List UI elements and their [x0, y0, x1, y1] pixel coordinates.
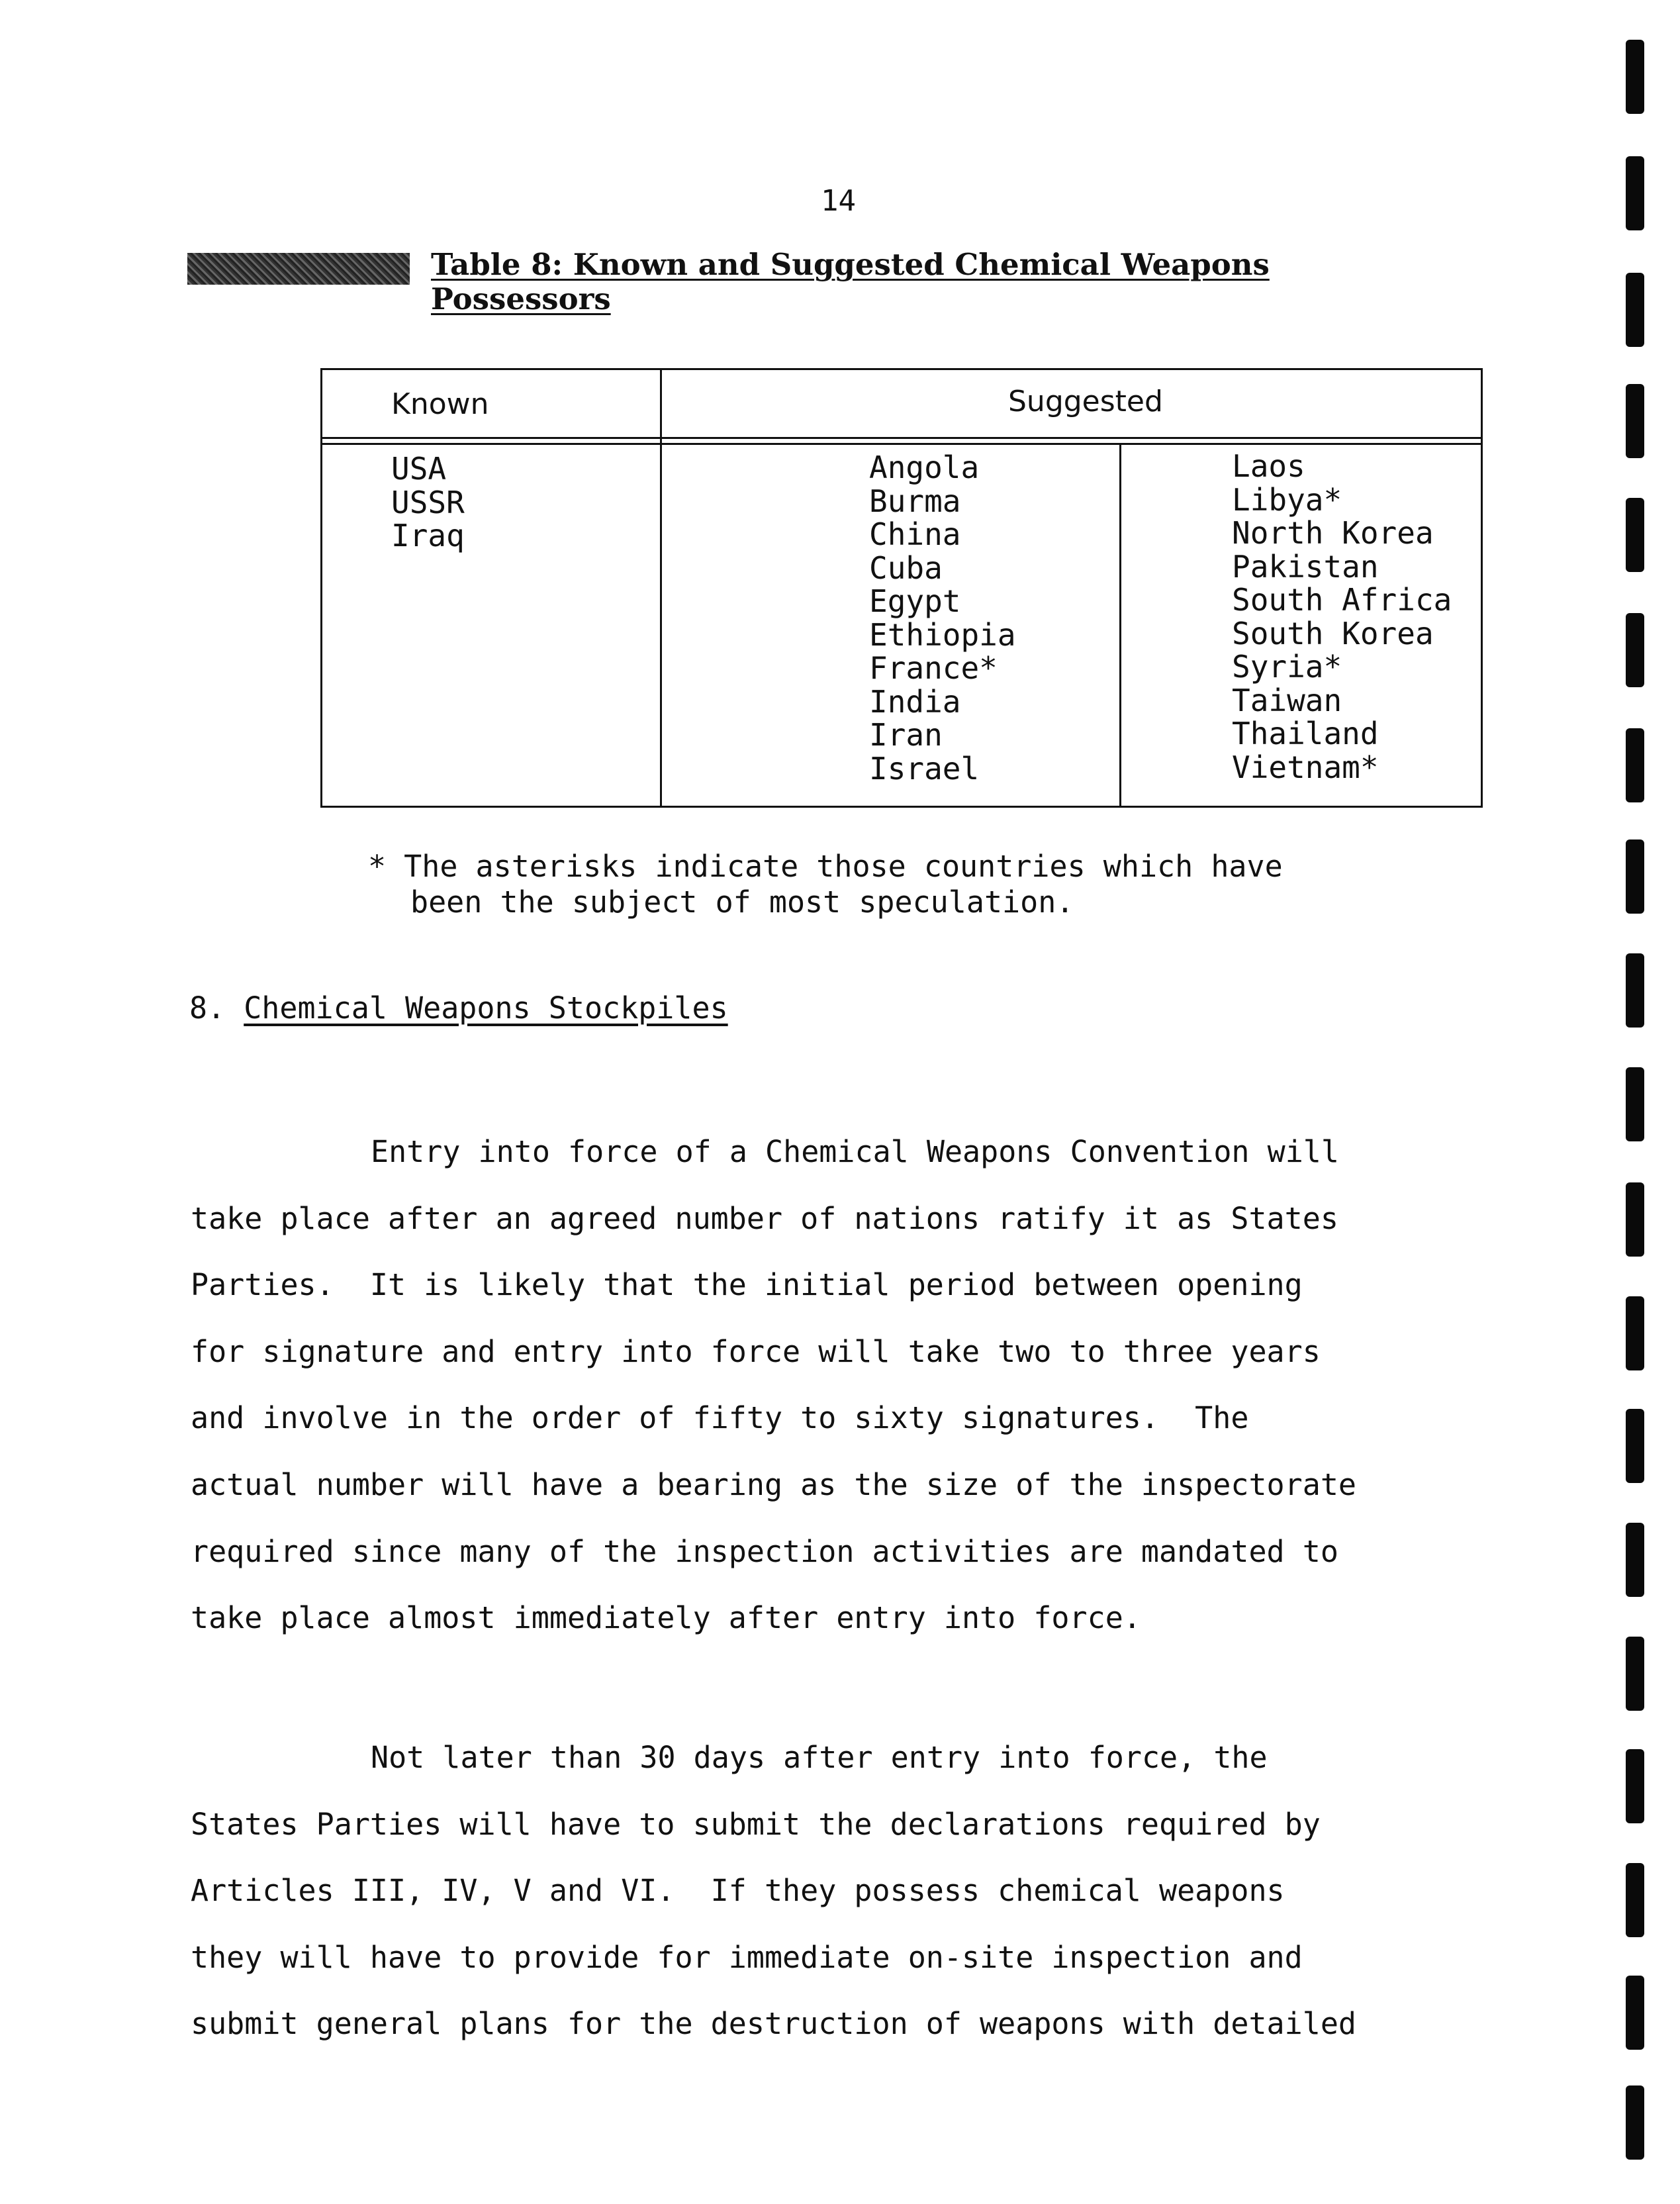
list-item: USSR [391, 484, 465, 520]
list-item: Egypt [869, 583, 961, 619]
paragraph-line: actual number will have a bearing as the size of the inspectorate [191, 1466, 1356, 1502]
list-item: Burma [869, 483, 961, 519]
section-heading [189, 990, 728, 1026]
binder-mark [1626, 1296, 1644, 1370]
list-item: Vietnam* [1232, 749, 1379, 785]
list-item: Angola [869, 450, 980, 485]
binder-mark [1626, 1863, 1644, 1937]
list-item: North Korea [1232, 515, 1434, 551]
section-title: Chemical Weapons Stockpiles [244, 990, 728, 1026]
list-item: Ethiopia [869, 616, 1016, 653]
list-item: USA [391, 451, 447, 487]
list-item: Syria* [1232, 649, 1342, 685]
list-item: Iraq [391, 518, 465, 553]
paragraph-declarations [191, 1725, 1528, 2058]
binder-mark [1626, 1976, 1644, 2050]
binder-mark [1626, 953, 1644, 1028]
footnote-line-2: been the subject of most speculation. [410, 885, 1074, 920]
binder-mark [1626, 1067, 1644, 1141]
paragraph-line: States Parties will have to submit the declarations required by [191, 1806, 1321, 1842]
table-header-divider-bottom [322, 443, 1481, 445]
list-item: Cuba [869, 550, 943, 586]
paragraph-line: they will have to provide for immediate on-site inspection and [191, 1939, 1303, 1975]
list-item: Pakistan [1232, 548, 1379, 585]
paragraph-line: Articles III, IV, V and VI. If they possess chemical weapons [191, 1873, 1285, 1909]
binder-mark [1626, 1182, 1644, 1257]
suggested-list-1 [869, 451, 1016, 785]
paragraph-line: required since many of the inspection activities are mandated to [191, 1533, 1338, 1569]
table-title: Table 8: Known and Suggested Chemical Weapons Possessors [431, 247, 1270, 316]
footnote-line-1: * The asterisks indicate those countries which have [368, 849, 1283, 884]
binder-mark [1626, 1637, 1644, 1711]
list-item: South Africa [1232, 582, 1452, 618]
header-suggested: Suggested [1008, 385, 1163, 418]
list-item: China [869, 516, 961, 552]
header-known: Known [391, 387, 489, 421]
paragraph-line: Not later than 30 days after entry into force, the [371, 1740, 1268, 1775]
redaction-block [187, 253, 410, 285]
page-number: 14 [821, 184, 856, 218]
binder-mark [1626, 2085, 1644, 2160]
paragraph-entry-into-force [191, 1119, 1528, 1652]
binder-mark [1626, 1523, 1644, 1597]
binder-mark [1626, 498, 1644, 572]
list-item: France* [869, 650, 998, 686]
list-item: Thailand [1232, 716, 1379, 751]
paragraph-line: and involve in the order of fifty to sixty signatures. The [191, 1400, 1249, 1436]
binder-mark [1626, 839, 1644, 914]
list-item: Taiwan [1232, 682, 1342, 718]
chemical-weapons-table [320, 368, 1483, 808]
binder-mark [1626, 728, 1644, 802]
list-item: India [869, 683, 961, 720]
binder-mark [1626, 613, 1644, 687]
binder-mark [1626, 273, 1644, 347]
list-item: Israel [869, 750, 980, 787]
paragraph-line: Parties. It is likely that the initial period between opening [191, 1267, 1303, 1303]
binder-mark [1626, 40, 1644, 114]
table-column-divider-suggested [1119, 443, 1121, 806]
list-item: South Korea [1232, 615, 1434, 651]
list-item: Laos [1232, 448, 1305, 484]
list-item: Libya* [1232, 481, 1342, 518]
section-number: 8. [189, 990, 226, 1026]
suggested-list-2 [1232, 450, 1452, 784]
binder-mark [1626, 384, 1644, 458]
table-footnote [368, 849, 1427, 920]
table-header-divider-top [322, 437, 1481, 439]
binder-mark [1626, 1749, 1644, 1823]
table-column-divider-known [660, 370, 662, 806]
paragraph-line: for signature and entry into force will take two to three years [191, 1333, 1321, 1369]
known-list [391, 452, 465, 553]
paragraph-line: submit general plans for the destruction of weapons with detailed [191, 2006, 1356, 2042]
paragraph-line: Entry into force of a Chemical Weapons Convention will [371, 1134, 1339, 1169]
paragraph-line: take place almost immediately after entry into force. [191, 1600, 1141, 1636]
paragraph-line: take place after an agreed number of nations ratify it as States [191, 1200, 1338, 1236]
list-item: Iran [869, 717, 943, 753]
binder-mark [1626, 156, 1644, 230]
binder-mark [1626, 1409, 1644, 1483]
